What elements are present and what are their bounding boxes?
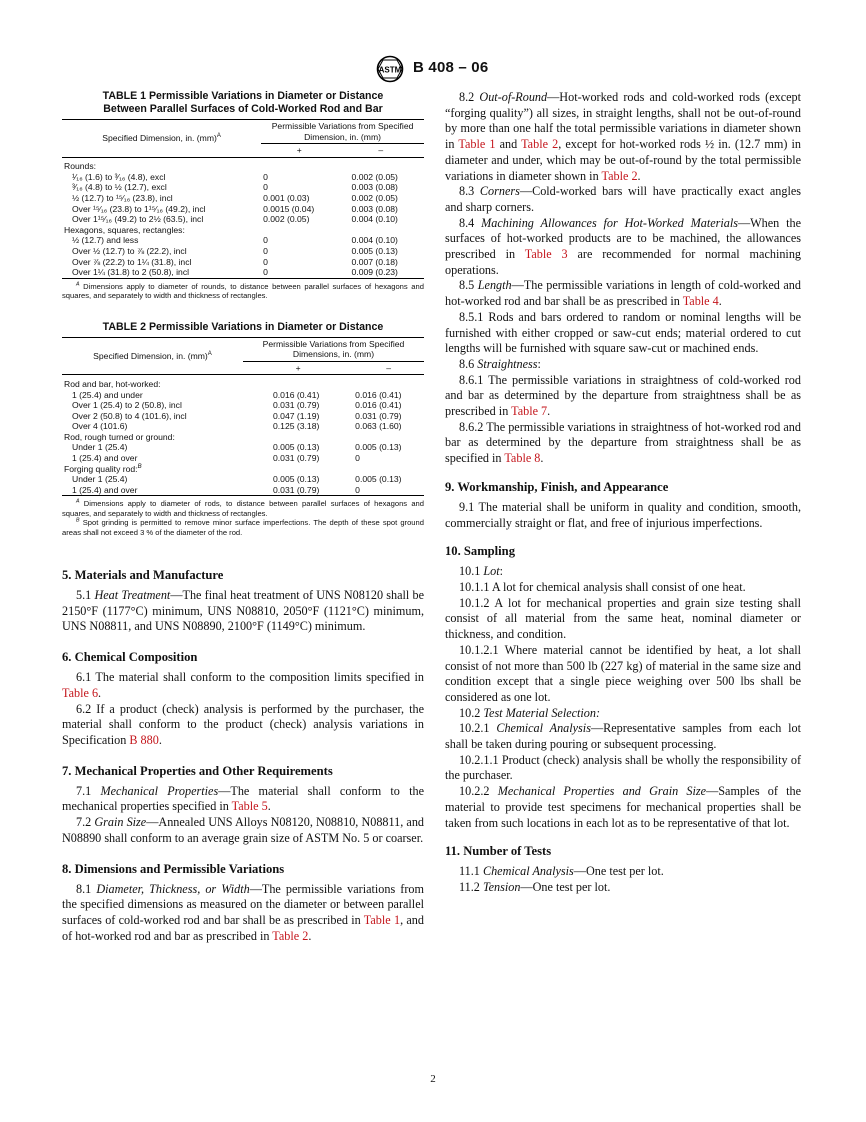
table-cell-dimension: 1 (25.4) and over [72,453,138,464]
table-2-footnote-a [62,499,424,518]
table-2-link[interactable]: Table 2 [521,137,559,152]
table-cell-minus: 0.005 (0.13) [351,246,398,257]
table-row [62,172,424,183]
paragraph-8-5-1: 8.5.1 Rods and bars ordered to random or nominal lengths will be furnished with either cropped or saw-cut ends; material ordered to cut lengths will be furnished with square saw-cut or machined ends. [445,309,801,356]
clause-number: 10.1 [459,564,481,579]
table-cell-minus: 0.003 (0.08) [351,182,398,193]
paragraph-10-2-1 [445,721,801,752]
section-6-heading: 6. Chemical Composition [62,650,198,665]
clause-text: 6.1 The material shall conform to the composition limits specified in [76,670,424,685]
clause-text: . [637,168,641,183]
table-cell-minus: 0.002 (0.05) [351,193,398,204]
footnote-mark: B [76,517,80,524]
table-1-header-minus: – [338,144,424,158]
clause-number: 8.5 [459,278,475,293]
paragraph-5-1 [62,588,424,635]
clause-text: . [267,799,271,814]
table-2-link[interactable]: Table 2 [601,168,638,183]
paragraph-8-5 [445,278,801,309]
table-cell-plus: 0.016 (0.41) [273,389,320,400]
table-3-link[interactable]: Table 3 [524,247,568,262]
table-cell-plus: 0.005 (0.13) [273,474,320,485]
footnote-mark: A [76,281,80,288]
table-6-link[interactable]: Table 6 [62,685,99,700]
table-cell-minus: 0.016 (0.41) [355,389,402,400]
table-cell-plus: 0.031 (0.79) [243,485,353,496]
clause-title: Straightness [477,356,538,371]
clause-title: Machining Allowances for Hot-Worked Materials [481,215,738,230]
table-cell-minus: 0 [355,453,360,464]
clause-number: 5.1 [76,588,92,603]
table-1-header-plus: + [261,144,337,158]
table-row [62,246,424,257]
table-7-link[interactable]: Table 7 [511,404,548,419]
table-1-group-label: Hexagons, squares, rectangles: [64,224,185,235]
clause-text: —One test per lot. [573,864,664,879]
clause-text: are recommended for normal machining operations. [445,247,802,277]
table-row [62,474,424,485]
table-cell-plus: 0.005 (0.13) [273,442,320,453]
table-cell-plus: 0.031 (0.79) [273,400,320,411]
table-cell-dimension: Over ½ (12.7) to ⅞ (22.2), incl [72,246,187,257]
table-2-grid [62,337,424,497]
table-cell-plus: 0 [263,256,268,267]
clause-title: Mechanical Properties [100,783,219,798]
clause-text: , except for hot-worked rods ½ in. (12.7 mm) in diameter and under, which may be out-of-round by the total permissible variations in diameter shown in [445,137,801,183]
clause-text: 6.2 If a product (check) analysis is performed by the purchaser, the material shall conform to the product (check) analysis variations in Specification [62,701,424,747]
clause-title: Lot [483,564,500,579]
table-2-header-plus: + [243,361,353,375]
clause-text: . [540,451,544,466]
paragraph-6-2 [62,702,424,749]
table-1-title-line-2: Between Parallel Surfaces of Cold-Worked Rod and Bar [103,103,383,115]
table-cell-plus: 0 [261,267,337,278]
right-body-text [445,90,801,896]
table-cell-dimension: ¹⁄₁₆ (1.6) to ³⁄₁₆ (4.8), excl [72,171,166,182]
footnote-ref-a: A [207,350,212,357]
clause-text: . [308,928,312,943]
clause-text: —The permissible variations from the specified dimensions as measured on the diameter or between parallel surfaces of cold-worked rod and bar shall be as prescribed in [62,881,425,927]
table-1 [62,90,424,301]
table-1-grid [62,119,424,279]
table-cell-minus: 0.009 (0.23) [338,267,424,278]
right-column [445,90,801,896]
page-header [0,55,866,85]
clause-text: : [537,356,541,371]
table-5-link[interactable]: Table 5 [231,799,268,814]
left-column [62,90,424,944]
table-row [62,257,424,268]
table-cell-minus: 0.002 (0.05) [351,171,398,182]
clause-title: Test Material Selection: [483,705,601,720]
clause-title: Chemical Analysis [482,864,574,879]
paragraph-10-1 [445,564,801,580]
table-1-footnote-text: Dimensions apply to diameter of rounds, to distance between parallel surfaces of hexagons and squares, and separately to width and thickness of rectangles. [62,281,424,301]
clause-number: 8.3 [459,184,475,199]
table-1-title [62,90,424,116]
section-10-heading: 10. Sampling [445,544,515,559]
clause-text: —When the surfaces of hot-worked products are to be machined, the allowances prescribed in [445,215,801,262]
table-2 [62,321,424,537]
table-cell-dimension: Over 2 (50.8) to 4 (101.6), incl [72,410,187,421]
clause-text: —Cold-worked bars will have practically exact angles and sharp corners. [445,184,802,214]
table-row [62,267,424,278]
table-cell-plus: 0.001 (0.03) [263,193,310,204]
table-cell-plus: 0.047 (1.19) [273,410,320,421]
page-number: 2 [430,1073,436,1085]
table-4-link[interactable]: Table 4 [682,294,719,309]
table-cell-dimension: Over 1¼ (31.8) to 2 (50.8), incl [62,267,261,278]
table-cell-plus: 0 [263,171,268,182]
paragraph-11-2 [445,880,801,896]
table-cell-minus: 0.004 (0.10) [351,235,398,246]
table-1-header-dimension [62,120,261,158]
table-cell-plus: 0.125 (3.18) [273,421,320,432]
table-2-footnote-b-text: Spot grinding is permitted to remove minor surface imperfections. The depth of these spot ground areas shall not exceed 3 % of the diameter of the rod. [62,518,424,537]
footnote-mark: A [76,498,80,505]
footnote-ref-a: A [216,133,221,140]
table-cell-minus: 0.003 (0.08) [351,203,398,214]
table-row [62,204,424,215]
table-cell-minus: 0.031 (0.79) [355,410,402,421]
table-2-header-minus: – [353,361,424,375]
table-cell-minus: 0.005 (0.13) [355,442,402,453]
paragraph-10-2 [445,706,801,722]
clause-number: 7.1 [76,783,92,798]
table-row [62,235,424,246]
section-11-heading: 11. Number of Tests [445,844,552,859]
clause-number: 10.2 [459,705,481,720]
table-cell-plus: 0.031 (0.79) [273,453,320,464]
section-9-heading: 9. Workmanship, Finish, and Appearance [445,479,669,494]
table-cell-minus: 0.016 (0.41) [355,400,402,411]
table-1-group-label: Rounds: [64,161,97,172]
paragraph-8-3 [445,184,801,215]
clause-text: : [499,564,504,579]
table-1-link[interactable]: Table 1 [458,137,496,152]
paragraph-10-2-2 [445,784,801,831]
paragraph-10-1-1: 10.1.1 A lot for chemical analysis shall consist of one heat. [459,579,746,594]
table-cell-dimension: Under 1 (25.4) [72,474,128,485]
paragraph-9-1: 9.1 The material shall be uniform in quality and condition, smooth, commercially straight or flat, and free of injurious imperfections. [445,499,801,530]
clause-text: . [718,294,722,309]
paragraph-11-1 [445,864,801,880]
section-8-heading: 8. Dimensions and Permissible Variations [62,861,285,876]
table-2-footnote-b [62,518,424,537]
clause-text: —One test per lot. [520,879,611,894]
table-row [62,193,424,204]
table-2-header-dimension [62,337,243,375]
clause-number: 8.6 [459,356,475,371]
table-1-link[interactable]: Table 1 [363,912,401,927]
table-cell-dimension: Over ¹⁵⁄₁₆ (23.8) to 1¹⁵⁄₁₆ (49.2), incl [72,203,206,214]
clause-text: —The final heat treatment of UNS N08120 shall be 2150°F (1177°C) minimum, UNS N08810, 2050°F (1121°C) minimum, UNS N08811, and UNS N08890, 2100°F (1149°C) minimum. [62,588,424,634]
table-row [62,421,424,432]
table-2-group-label: Rod, rough turned or ground: [64,431,175,442]
table-cell-dimension: Under 1 (25.4) [72,442,128,453]
paragraph-8-1 [62,882,424,945]
section-5-heading: 5. Materials and Manufacture [62,568,224,583]
clause-title: Out-of-Round [479,90,548,104]
table-1-footnote [62,282,424,301]
table-cell-minus: 0.005 (0.13) [355,474,402,485]
clause-text: . [158,732,162,747]
table-cell-minus: 0 [353,485,424,496]
table-2-group-label-text: Forging quality rod: [64,463,138,474]
paragraph-10-2-1-1: 10.2.1.1 Product (check) analysis shall be wholly the responsibility of the purchaser. [445,752,801,783]
table-cell-minus: 0.004 (0.10) [351,214,398,225]
table-2-title: TABLE 2 Permissible Variations in Diameter or Distance [102,320,384,333]
logo-text: ASTM [378,65,402,75]
table-cell-dimension: ½ (12.7) to ¹⁵⁄₁₆ (23.8), incl [72,193,173,204]
astm-logo-icon [373,55,407,83]
clause-text: —The permissible variations in length of cold-worked and hot-worked rod and bar shall be as prescribed in [445,278,801,309]
table-cell-dimension: 1 (25.4) and under [72,389,143,400]
clause-title: Mechanical Properties and Grain Size [497,784,707,799]
paragraph-10-1-2-1: 10.1.2.1 Where material cannot be identified by heat, a lot shall consist of not more than 500 lb (227 kg) of material in the same size and condition except that a single piece weighing over 500 lbs shall be considered as one lot. [445,642,801,704]
clause-text: —Annealed UNS Alloys N08120, N08810, N08811, and N08890 shall conform to an average grain size of ASTM No. 5 or coarser. [62,815,425,845]
paragraph-7-1 [62,784,424,815]
clause-title: Corners [479,184,520,199]
clause-number: 8.1 [76,881,92,896]
clause-text: —Samples of the material to provide test specimens for mechanical properties shall be taken from such locations in each lot as to be representative of that lot. [445,784,802,830]
clause-number: 8.4 [459,215,475,230]
left-body-text [62,567,424,944]
table-2-link[interactable]: Table 2 [272,928,309,943]
table-1-title-line-1: TABLE 1 Permissible Variations in Diameter or Distance [102,90,384,102]
document-designation: B 408 – 06 [413,59,489,76]
table-row [62,442,424,453]
clause-title: Chemical Analysis [496,721,591,736]
table-cell-minus: 0.063 (1.60) [355,421,402,432]
paragraph-8-4 [445,216,801,279]
table-cell-dimension: ½ (12.7) and less [72,235,139,246]
table-cell-minus: 0.007 (0.18) [351,256,398,267]
paragraph-10-1-2: 10.1.2 A lot for mechanical properties and grain size testing shall consist of all material from the same heat, nominal diameter or thickness, and condition. [445,595,801,642]
table-cell-dimension: Over 4 (101.6) [72,421,128,432]
table-row [62,400,424,411]
paragraph-6-1 [62,670,424,701]
clause-text: —The material shall conform to the mechanical properties specified in [62,783,424,814]
clause-text: —Representative samples from each lot shall be taken during pouring or subsequent processing. [445,721,802,752]
table-2-header-dimension-text: Specified Dimension, in. (mm) [93,350,208,361]
paragraph-8-6-2 [445,420,801,467]
clause-title: Grain Size [94,815,147,830]
table-2-header-variations: Permissible Variations from Specified Dimensions, in. (mm) [243,337,424,361]
table-cell-dimension: Over 1 (25.4) to 2 (50.8), incl [72,400,182,411]
clause-text: . [98,685,102,700]
table-row [62,214,424,225]
paragraph-8-6 [445,357,801,373]
table-1-header-dimension-text: Specified Dimension, in. (mm) [102,133,217,144]
paragraph-8-2 [445,90,801,184]
footnote-ref-b: B [137,463,142,470]
clause-title: Tension [482,879,521,894]
table-row [62,390,424,401]
table-row [62,182,424,193]
table-cell-plus: 0.0015 (0.04) [263,203,315,214]
clause-title: Diameter, Thickness, or Width [96,881,250,896]
clause-text: 8.6.2 The permissible variations in straightness of hot-worked rod and bar as determined by the departure from straightness shall be as specified in [445,419,801,466]
table-cell-dimension: Over 1¹⁵⁄₁₆ (49.2) to 2½ (63.5), incl [72,214,204,225]
table-2-footnote-a-text: Dimensions apply to diameter of rods, to distance between parallel surfaces of hexagons and squares, and separately to width and thickness of rectangles. [62,499,424,518]
clause-number: 8.2 [459,90,475,104]
clause-title: Length [477,278,512,293]
table-1-header-variations: Permissible Variations from Specified Dimension, in. (mm) [261,120,424,144]
clause-title: Heat Treatment [94,588,171,603]
section-7-heading: 7. Mechanical Properties and Other Requirements [62,763,333,778]
clause-number: 7.2 [76,815,92,830]
table-cell-dimension: Over ⅞ (22.2) to 1¼ (31.8), incl [72,256,192,267]
table-cell-plus: 0 [263,235,268,246]
table-2-group-label: Rod and bar, hot-worked: [64,378,161,389]
table-row [62,411,424,422]
clause-text: , and of hot-worked rod and bar as prescribed in [62,912,424,943]
table-cell-plus: 0 [263,246,268,257]
table-row [62,485,424,496]
table-cell-plus: 0.002 (0.05) [263,214,310,225]
b880-link[interactable]: B 880 [129,732,159,747]
table-cell-dimension: ³⁄₁₆ (4.8) to ½ (12.7), excl [72,182,167,193]
clause-number: 11.1 [459,864,480,879]
paragraph-7-2 [62,815,424,846]
clause-number: 10.2.1 [459,721,490,736]
clause-text: and [495,137,522,152]
paragraph-8-6-1 [445,373,801,420]
table-cell-dimension: 1 (25.4) and over [62,485,243,496]
table-row [62,453,424,464]
clause-text: —Hot-worked rods and cold-worked rods (except “forging quality”) all sizes, in straight lengths, shall not be out-of-round by more than one half the total permissible variations in diameter shown in [445,90,802,152]
table-cell-plus: 0 [263,182,268,193]
table-2-group-label [62,464,424,475]
clause-text: 8.6.1 The permissible variations in straightness of cold-worked rod and bar as determined by the departure from straightness shall be as prescribed in [445,372,801,419]
clause-text: . [547,404,551,419]
clause-number: 10.2.2 [459,784,490,799]
clause-number: 11.2 [459,879,480,894]
table-8-link[interactable]: Table 8 [504,451,541,466]
